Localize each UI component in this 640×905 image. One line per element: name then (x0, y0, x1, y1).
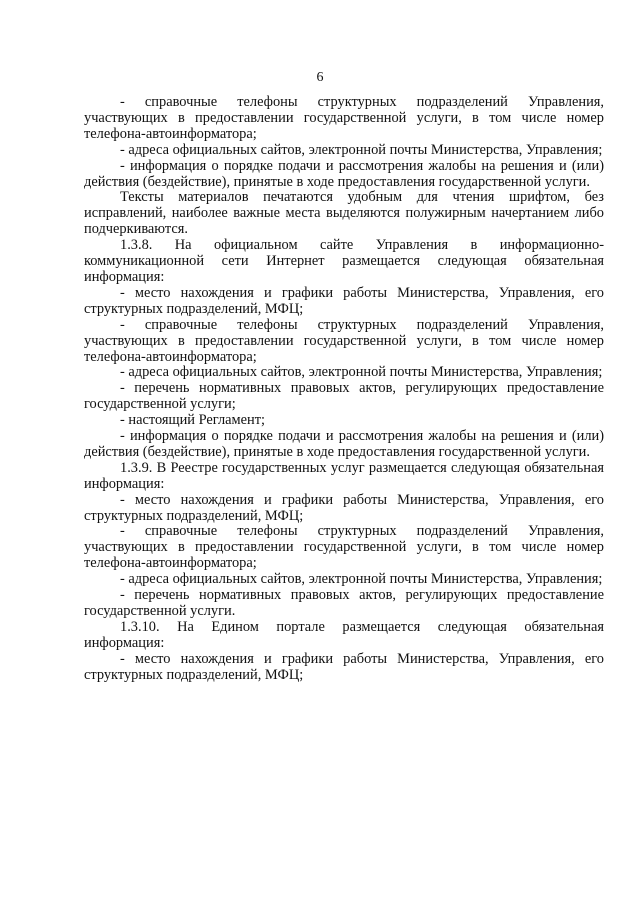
paragraph: - справочные телефоны структурных подразделений Управления, участвующих в предоставлении государственной услуги, в том числе номер телефона-автоинформатора; (84, 316, 604, 365)
paragraph: - адреса официальных сайтов, электронной почты Министерства, Управления; (120, 364, 603, 381)
paragraph: - место нахождения и графики работы Министерства, Управления, его структурных подразделений, МФЦ; (84, 650, 604, 683)
page-number: 6 (316, 70, 324, 85)
paragraph: - перечень нормативных правовых актов, регулирующих предоставление государственной услуги. (84, 587, 604, 619)
paragraph: - справочные телефоны структурных подразделений Управления, участвующих в предоставлении государственной услуги, в том числе номер телефона-автоинформатора; (84, 94, 604, 142)
paragraph: - адреса официальных сайтов, электронной почты Министерства, Управления; (120, 571, 603, 588)
document-body (84, 95, 604, 684)
paragraph: Тексты материалов печатаются удобным для чтения шрифтом, без исправлений, наиболее важные места выделяются полужирным начертанием либо подчеркиваются. (84, 189, 604, 238)
paragraph: - информация о порядке подачи и рассмотрения жалобы на решения и (или) действия (бездействие), принятые в ходе предоставления государственной услуги. (84, 157, 604, 190)
paragraph: - информация о порядке подачи и рассмотрения жалобы на решения и (или) действия (бездействие), принятые в ходе предоставления государственной услуги. (84, 428, 604, 460)
paragraph: - перечень нормативных правовых актов, регулирующих предоставление государственной услуги; (84, 380, 604, 413)
paragraph: - адреса официальных сайтов, электронной почты Министерства, Управления; (120, 141, 603, 158)
section-paragraph: 1.3.9. В Реестре государственных услуг размещается следующая обязательная информация: (84, 459, 604, 492)
section-paragraph: 1.3.10. На Едином портале размещается следующая обязательная информация: (84, 618, 604, 651)
section-paragraph: 1.3.8. На официальном сайте Управления в информационно-коммуникационной сети Интернет размещается следующая обязательная информация: (84, 237, 604, 285)
paragraph: - справочные телефоны структурных подразделений Управления, участвующих в предоставлении государственной услуги, в том числе номер телефона-автоинформатора; (84, 523, 604, 572)
paragraph: - место нахождения и графики работы Министерства, Управления, его структурных подразделений, МФЦ; (84, 491, 604, 524)
paragraph: - настоящий Регламент; (120, 412, 266, 429)
paragraph: - место нахождения и графики работы Министерства, Управления, его структурных подразделений, МФЦ; (84, 284, 604, 317)
